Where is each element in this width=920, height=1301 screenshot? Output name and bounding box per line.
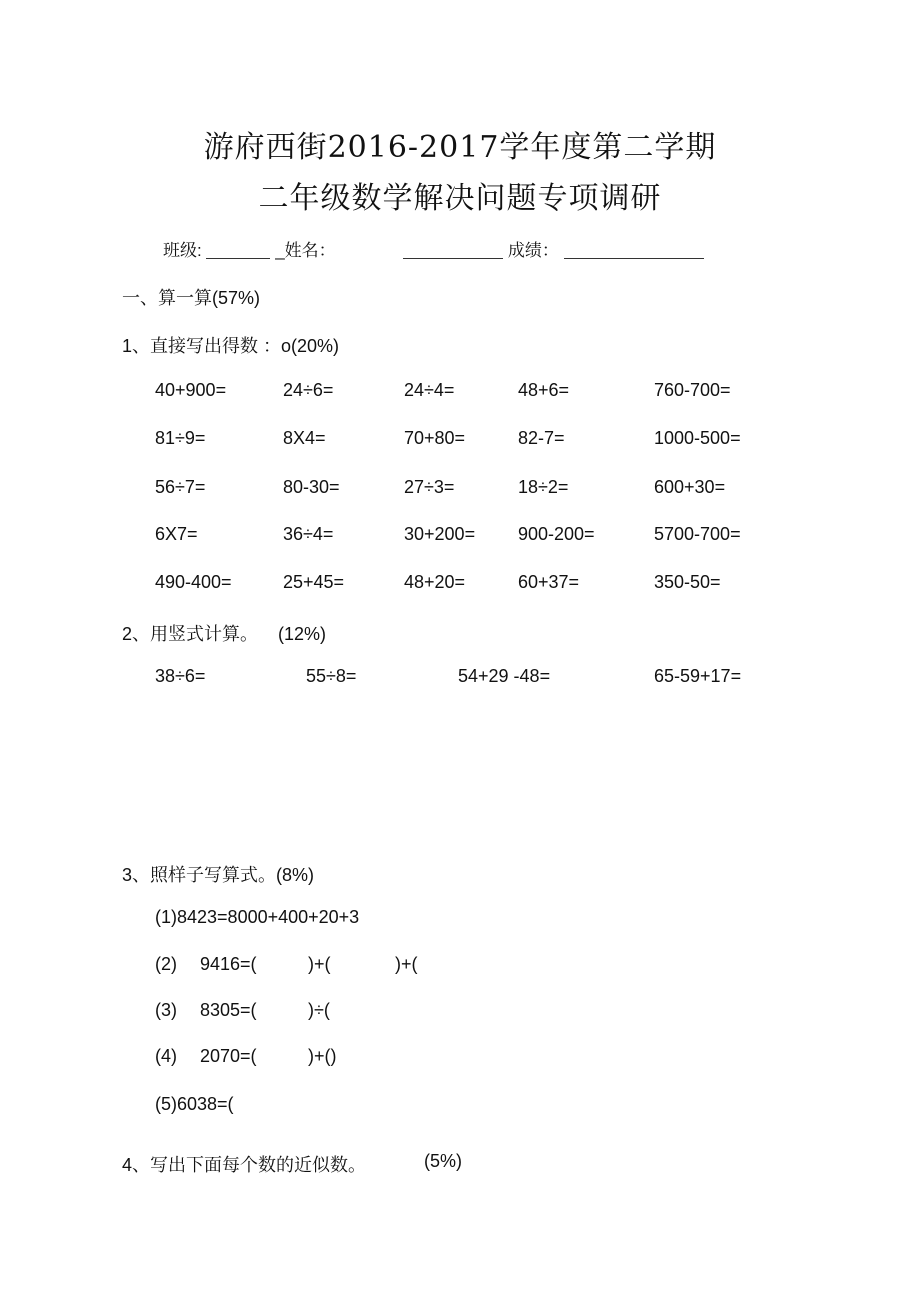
score-blank[interactable]	[564, 241, 704, 259]
name-label: _姓名：	[275, 241, 336, 260]
q1-item: 60+37=	[518, 572, 580, 592]
q3-item-number: (2)	[155, 954, 177, 974]
q1-item: 30+200=	[404, 524, 476, 544]
q1-item: 1000-500=	[654, 428, 741, 448]
q2-item: 65-59+17=	[654, 666, 742, 686]
question-3-heading: 3、照样子写算式。(8%)	[122, 865, 315, 885]
page-title-line1: 游府西街2016-2017学年度第二学期	[203, 130, 717, 165]
q3-item-part: )+(	[395, 954, 418, 974]
question-4-heading-line	[0, 1151, 920, 1175]
name-blank[interactable]	[403, 241, 503, 259]
q3-item-part: )+(	[308, 954, 331, 974]
q3-item-part: 8305=(	[200, 1000, 257, 1020]
q1-row-4	[0, 524, 920, 548]
q2-item: 55÷8=	[306, 666, 357, 686]
q3-item-part: 2070=(	[200, 1046, 257, 1066]
q1-item: 24÷4=	[404, 380, 455, 400]
q1-item: 24÷6=	[283, 380, 334, 400]
q3-item-number: (3)	[155, 1000, 177, 1020]
question-2-heading: 2、用竖式计算。 (12%)	[122, 624, 327, 644]
q3-item-5: (5)6038=(	[155, 1094, 234, 1114]
q1-item: 80-30=	[283, 477, 340, 497]
score-label: 成绩：	[507, 241, 559, 260]
question-4-heading: 4、写出下面每个数的近似数。	[122, 1155, 367, 1175]
class-label: 班级:	[163, 241, 202, 260]
page-title-line2: 二年级数学解决问题专项调研	[258, 181, 662, 216]
q1-row-3	[0, 477, 920, 501]
q1-item: 8X4=	[283, 428, 326, 448]
q1-item: 48+6=	[518, 380, 570, 400]
q1-item: 18÷2=	[518, 477, 569, 497]
q1-item: 5700-700=	[654, 524, 741, 544]
q3-item-3	[0, 1000, 920, 1024]
q1-item: 40+900=	[155, 380, 227, 400]
q2-item: 38÷6=	[155, 666, 206, 686]
q1-item: 6X7=	[155, 524, 198, 544]
q3-item-part: 9416=(	[200, 954, 257, 974]
q1-item: 70+80=	[404, 428, 466, 448]
q1-item: 760-700=	[654, 380, 731, 400]
q1-item: 350-50=	[654, 572, 721, 592]
q3-item-number: (4)	[155, 1046, 177, 1066]
q1-item: 82-7=	[518, 428, 565, 448]
question-1-heading: 1、直接写出得数 ：o(20%)	[122, 336, 340, 356]
q1-row-2	[0, 428, 920, 452]
section-heading-1: 一、算一算(57%)	[122, 288, 261, 308]
q3-item-2	[0, 954, 920, 978]
class-blank[interactable]	[206, 241, 270, 259]
q1-item: 600+30=	[654, 477, 726, 497]
q1-row-1	[0, 380, 920, 404]
student-info-line	[163, 236, 704, 261]
q1-item: 27÷3=	[404, 477, 455, 497]
q3-example: (1)8423=8000+400+20+3	[155, 907, 360, 927]
q2-row	[0, 666, 920, 690]
q1-item: 490-400=	[155, 572, 232, 592]
q3-item-part: )+()	[308, 1046, 337, 1066]
q1-item: 900-200=	[518, 524, 595, 544]
q3-item-4	[0, 1046, 920, 1070]
q1-item: 25+45=	[283, 572, 345, 592]
q1-item: 56÷7=	[155, 477, 206, 497]
question-4-percent: (5%)	[424, 1151, 463, 1171]
q1-item: 36÷4=	[283, 524, 334, 544]
q1-item: 81÷9=	[155, 428, 206, 448]
q2-item: 54+29 -48=	[458, 666, 551, 686]
q3-item-part: )÷(	[308, 1000, 330, 1020]
q1-row-5	[0, 572, 920, 596]
q1-item: 48+20=	[404, 572, 466, 592]
